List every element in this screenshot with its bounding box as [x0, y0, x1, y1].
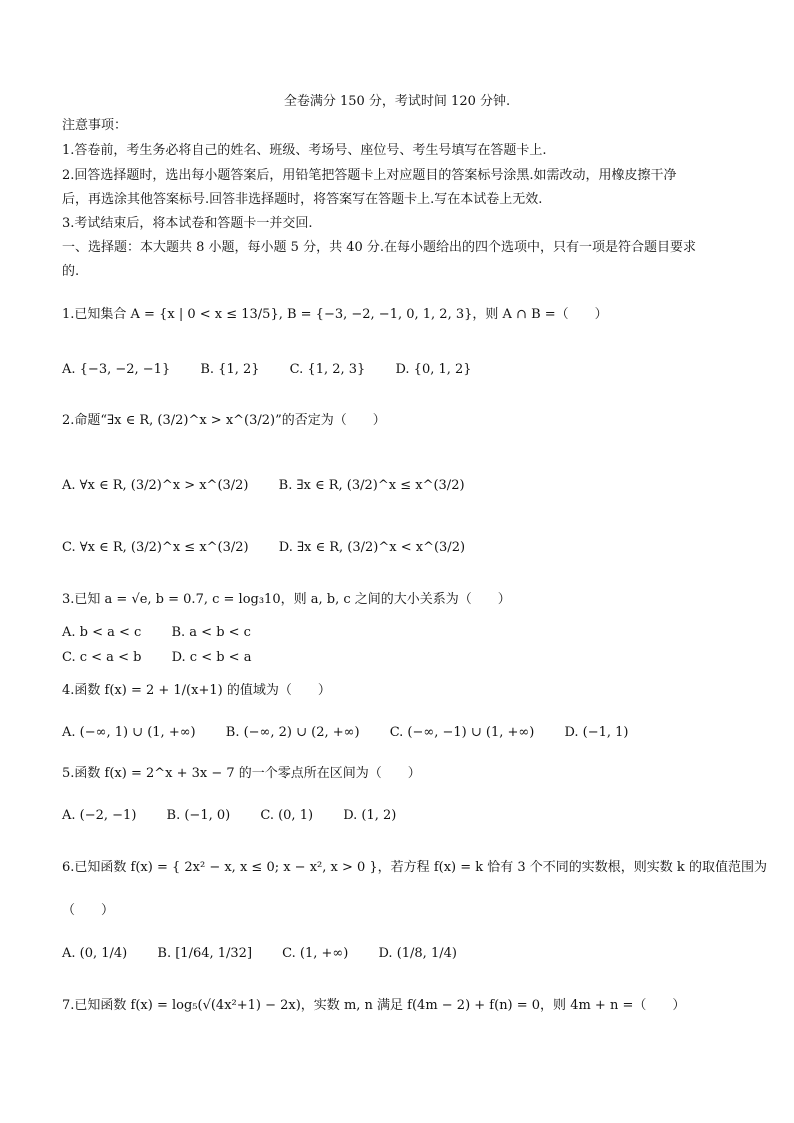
option-c: C. ∀x ∈ R, (3/2)^x ≤ x^(3/2)	[62, 540, 249, 555]
question-1-options	[62, 362, 498, 378]
question-3-options-row2	[62, 650, 277, 666]
question-5-options	[62, 808, 422, 824]
option-d: D. {0, 1, 2}	[395, 362, 472, 377]
option-c: C. c < a < b	[62, 650, 142, 665]
option-d: D. (1/8, 1/4)	[378, 946, 457, 961]
section-title-cont: 的.	[62, 264, 80, 279]
question-6-stem: 6.已知函数 f(x) = { 2x² − x, x ≤ 0; x − x², x > 0 }，若方程 f(x) = k 恰有 3 个不同的实数根，则实数 k 的取值范围为	[62, 860, 767, 875]
question-3-stem: 3.已知 a = √e, b = 0.7, c = log₃10，则 a, b, c 之间的大小关系为（ ）	[62, 592, 511, 607]
question-4-stem: 4.函数 f(x) = 2 + 1/(x+1) 的值域为（ ）	[62, 683, 331, 698]
option-b: B. ∃x ∈ R, (3/2)^x ≤ x^(3/2)	[278, 478, 465, 493]
question-6-options	[62, 946, 483, 962]
option-a: A. b < a < c	[62, 625, 142, 640]
option-b: B. [1/64, 1/32]	[157, 946, 253, 961]
question-1-stem: 1.已知集合 A = {x | 0 < x ≤ 13/5}, B = {−3, −2, −1, 0, 1, 2, 3}，则 A ∩ B =（ ）	[62, 307, 608, 322]
notice-item-3: 3.考试结束后，将本试卷和答题卡一并交回.	[62, 216, 313, 231]
option-c: C. {1, 2, 3}	[289, 362, 366, 377]
option-a: A. ∀x ∈ R, (3/2)^x > x^(3/2)	[62, 478, 249, 493]
notice-item-2: 2.回答选择题时，选出每小题答案后，用铅笔把答题卡上对应题目的答案标号涂黑.如需改动，用橡皮擦干净	[62, 168, 677, 183]
option-b: B. (−1, 0)	[166, 808, 231, 823]
option-a: A. (−2, −1)	[62, 808, 137, 823]
option-c: C. (1, +∞)	[282, 946, 349, 961]
option-c: C. (0, 1)	[260, 808, 314, 823]
option-b: B. a < b < c	[171, 625, 251, 640]
exam-info: 全卷满分 150 分，考试时间 120 分钟.	[283, 94, 511, 109]
question-3-options-row1	[62, 625, 277, 641]
option-a: A. {−3, −2, −1}	[62, 362, 171, 377]
notice-title: 注意事项：	[62, 118, 128, 133]
question-6-stem-cont: （ ）	[62, 903, 115, 918]
option-d: D. (1, 2)	[343, 808, 397, 823]
question-2-options-row1	[62, 478, 491, 494]
notice-item-1: 1.答卷前，考生务必将自己的姓名、班级、考场号、座位号、考生号填写在答题卡上.	[62, 143, 547, 158]
option-d: D. c < b < a	[171, 650, 252, 665]
notice-item-2-cont: 后，再选涂其他答案标号.回答非选择题时，将答案写在答题卡上.写在本试卷上无效.	[62, 192, 543, 207]
option-a: A. (0, 1/4)	[62, 946, 128, 961]
option-c: C. (−∞, −1) ∪ (1, +∞)	[389, 725, 535, 740]
section-title: 一、选择题：本大题共 8 小题，每小题 5 分，共 40 分.在每小题给出的四个选项中，只有一项是符合题目要求	[62, 240, 697, 255]
option-a: A. (−∞, 1) ∪ (1, +∞)	[62, 725, 196, 740]
question-2-stem: 2.命题“∃x ∈ R, (3/2)^x > x^(3/2)”的否定为（ ）	[62, 413, 386, 428]
question-2-options-row2	[62, 540, 491, 556]
option-b: B. {1, 2}	[200, 362, 260, 377]
option-b: B. (−∞, 2) ∪ (2, +∞)	[225, 725, 360, 740]
question-5-stem: 5.函数 f(x) = 2^x + 3x − 7 的一个零点所在区间为（ ）	[62, 766, 421, 781]
option-d: D. ∃x ∈ R, (3/2)^x < x^(3/2)	[278, 540, 466, 555]
question-7-stem: 7.已知函数 f(x) = log₅(√(4x²+1) − 2x)，实数 m, n 满足 f(4m − 2) + f(n) = 0，则 4m + n =（ ）	[62, 998, 686, 1013]
question-4-options	[62, 725, 655, 741]
option-d: D. (−1, 1)	[564, 725, 629, 740]
